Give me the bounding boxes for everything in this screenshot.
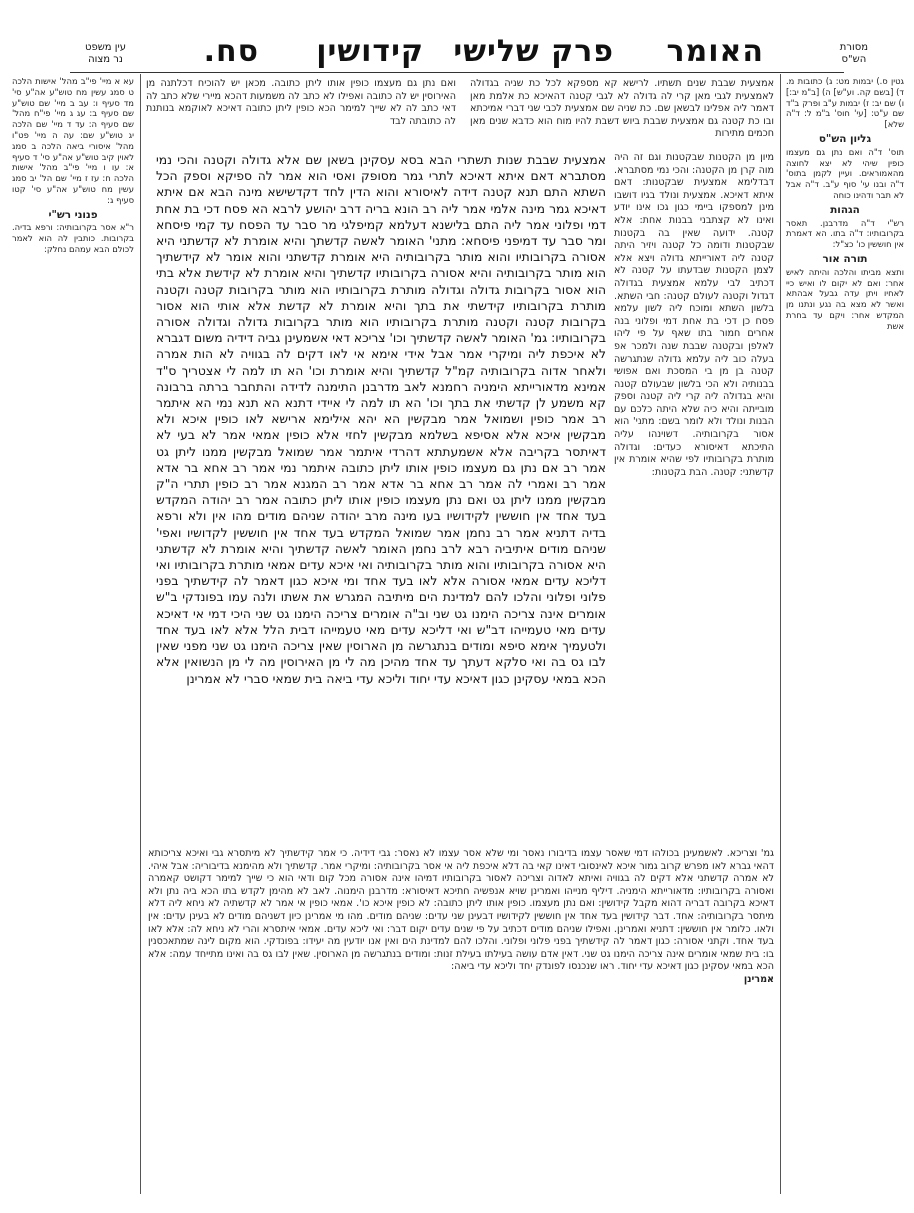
ein-mishpat-heading-line2: נר מצוה (88, 54, 123, 65)
ein-mishpat-heading (85, 42, 126, 66)
hagahot-text: רש"י ד"ה מדרבנן. תאסר בקרובותיו: ד"ה בתו. הא דאמרת אין חוששין כו' כצ"ל: (786, 217, 904, 250)
right-margin-column (786, 76, 904, 1196)
main-text-column (156, 152, 606, 838)
masoret-heading-line1: מסורת (839, 42, 868, 53)
top-right-commentary (470, 78, 774, 148)
bottom-commentary-text: גמ' וצריכא. לאשמעינן בכולהו דמי שאסר עצמו בדיבורו נאסר ומי שלא אסר עצמו לא נאסר: גבי דידיה. כי אמר קידשתיך לא מיתסרא גבי ואיכא צריכותא דהאי גברא לאו מפרש קרוב גמור איכא לאינסובי דאינו קאי בה דלא איכפת ליה אי אסר בקרובותיה: ומיקרי אמר. קדשתיך ולא מהימנא בדיבוריה: אבל איהי. לא אמרה קדשתני אלא דקים לה בגוויה ואיתא לאדוה וצריכה לאסור בקרובותיו דמיהו אינה אסורה מכל קום ודאי הוא כי שייך למימר דקושט קאמרה ואסורה בקרובותיו: מדאורייתא הימניה. דיליף מנייהו ואמרינן שויא אנפשיה חתיכא דאיסורא: מדרבנן הימנוה. לאב לא מהימן לקדש בתו הכא ביה נתן ולא דאיכא בקרובה דבריה דהוא מקבל קידושין: ואם נתן מעצמו. כופין אותו ליתן כתובה: לא כופין איכא כו'. אמאי כופין אי אמר לא קדשתיה לא ניחא ליה דלא מיתסר בקרובותיה: אחד. דבר קידושין בעד אחד אין חוששין לקידושיו דבעינן שני עדים: שניהם מודים. מהו מי אמרינן כיון דשניהם מודים לא בעינן עדים: אין ולאו. כלומר אין חוששין: דתניא ואמרינן. ואפילו שניהם מודים דכתיב על פי שנים עדים יקום דבר: ואי ליכא עדים. אמאי איתסרא והרי לא ניחא לה: אלא לאו בעד אחד. וקתני אסורה: כגון דאמר לה קידשתיך בפני פלוני ופלוני. והלכו להם למדינת הים ואין אנו יודעין מה יעידו: בפונדקי. הוא מקום לינה שמתאכסנין בו: בית שמאי אומרים אינה צריכה הימנו גט שני. דאין אדם עושה בעילתו בעילת זנות: ומודים בנתגרשה מן הארוסין. שאין לבו גס בה ואינו מתייחד עמה: אלא הכא במאי עסקינן כגון דאיכא עדי יחוד. ראו שנכנסו לפונדק יחד וליכא עדי ביאה: (148, 848, 774, 973)
torah-or-text: ותצא מביתו והלכה והיתה לאיש אחר: ואם לא יקום לו ואיש כיי לאחיו ויתן עדה גבעל אבהתא ואשר לא מצא בה נגע ונתנו מן המקדש אחר: ויקם עד בחרת אשת (786, 266, 904, 331)
bottom-commentary (148, 848, 774, 1188)
ein-mishpat-references: עא א מיי' פי"ב מהל' אישות הלכה ט סמג עשין מח טוש"ע אה"ע סי' מד סעיף ו: עב ב מיי' שם טוש"ע שם סעיף ב: עג ג מיי' פי"ח מהל' שם סעיף ה: עד ד מיי' שם הלכה יג טוש"ע שם: עה ה מיי' פט"ו מהל' איסורי ביאה הלכה ב סמג לאוין קיב טוש"ע אה"ע סי' ד סעיף א: עו ו מיי' פי"ב מהל' אישות הלכה ח: עז ז מיי' שם הל' יב סמג עשין מח טוש"ע אה"ע סי' קטו סעיף ג: (12, 76, 134, 205)
folio-number: סח. (203, 34, 259, 69)
top-left-commentary-text: ואם נתן גם מעצמו כופין אותו ליתן כתובה. מכאן יש להוכיח דכלתנה מן האירוסין יש לה כתובה ואפילו לא כתב לה משמעות דהכא מיירי שלא כתב לה דאי כתב לה לא שייך למימר הכא כופין ליתן כתובה דאיכא לאוקמא בנותנת לה כתובתה לבד (146, 78, 456, 127)
left-margin-line (140, 74, 141, 1194)
chapter-number: פרק שלישי (453, 34, 614, 69)
rashi-inner-text: מיון מן הקטנות שבקטנות וגם זה היה מוה קרן מן הקטנה: והכי נמי מסתברא. דבדלימא אמצעית שבקטנות: דאם איתא דאיכא. אמצעית ונולד בגיו דושבו מינן למספקו ביימי כגון גכו אינו יודע ואינו לא קצתבני בבנות אחת: אלא קטנה. ידועה שאין בה בקטנות שבקטנות ודומה כל קטנה ויזיר היתה קטנה ליה דאורייתא גדולה ויצא אלא לצמן הקטנות שבדעתו על קטנה לא דכתיב לבי עלמא אמצעית בגדולה דגדול וקטנה לעולם קטנה: חבי השתא. בלשון השתא ומוכח ליה לשון עלמא פסח כן דכי בת אחת דמי ופלוני בנה אחרים חמור בתו שאף על פי ליהו לאלפן ובקטנה שבבת שנה ולמכר אפ בעלה כוב ליה עלמא גדולה שנתגרשה קטנה בן מן בי המסכת ואם אפושי בבנותיה ולא הכי בלשון שבעולם קטנה והיא בגדולה ליה קרי ליה קטנה וספק מובייתה והיא כיה שלא היתה כלכם עם הבנות ונולד ולא לומר בשם: מתני' הוא אסור בקרובותיה. דשוינהו עליה התיכתא דאיסורא כעדים: וגדולה מותרת בקרובותיו לפי שהיא אומרת אין קדשתני: קטנה. הבת בקטנות: (614, 152, 774, 478)
left-margin-column (12, 76, 134, 1196)
header-rule (70, 72, 844, 73)
main-text: אמצעית שבבת שנות תשתרי הבא בסא עסקינן בשאן שם אלא גדולה וקטנה והכי נמי מסתברא דאם איתא דאיכא לתרי גמר מסופק ואסי הוא אמר לה ספיקא וספק הכל השתא התם תנא קטנה דידה לאיסורא והוא הדין לחד דקדשישא מינה הבא אם איתא דאיכא גמר מינה אלמי אמר ליה רב הונא בריה דרב יהושע לרבא הא פסח דכי בת אחת דמי ופלוני אמר ליה התם בלישנא דעלמא קמיפלגי מר סבר עד הפסח עד קמי פיסחא ומר סבר עד דמיפני פיסחא: מתני' האומר לאשה קדשתך והיא אומרת לא קדשתני היא אסורה בקרובותיו והוא מותר בקרובותיה היא אומרת קדשתני והוא אומר לא קידשתיך הוא מותר בקרובותיה והיא אסורה בקרובותיו קדשתיך והיא אומרת לא קידשת אלא בתי הוא אסור בקרובות גדולה וגדולה מותרת בקרובותיו הוא מותר בקרובות קטנה וקטנה מותרת בקרובותיו קידשתי את בתך והיא אומרת לא קדשת אלא אותי הוא אסור בקרובות קטנה וקטנה מותרת בקרובותיו הוא מותר בקרובות גדולה וגדולה אסורה בקרובותיו: גמ' האומר לאשה קדשתיך וכו' צריכא דאי אשמעינן גביה דידיה משום דגברא לא איכפת ליה ומיקרי אמר אבל אידי אימא אי לאו דקים לה בגוויה לא הות אמרה ולאחר אדוה בקרובותיה קמ"ל קדשתיך והיא אומרת וכו' הא תו למה לי אצטריך ס"ד אמינא מדאורייתא הימניה רחמנא לאב מדרבנן התימנה לדידה והתחבר ברתה ברבונה קא משמע לן קדשתי את בתך וכו' הא תו למה לי איידי דתנא הא תנא נמי הא איתמר רב אמר כופין ושמואל אמר מבקשין הא יהא אילימא ארישא לאו כופין איכא ולא מבקשין איכא אלא אסיפא בשלמא מבקשין לחזי אלא כופין אמאי אמר לא בעי לא דאיתסר בקריבה אלא אשמעתתא דהרדי איתמר אמר שמואל מבקשין ממנו ליתן גט אמר רב אם נתן גם מעצמו כופין אותו ליתן כתובה איתמר נמי אמר רב אחא בר אדא אמר רב ואמרי לה אמר רב אחא בר אדא אמר רב המגנא אמר רב כופין תתרי ה"ק מבקשין ממנו ליתן גט ואם נתן מעצמו כופין אותו ליתן כתובה אמר רב יהודה המקדש בעד אחד אין חוששין לקידושיו בעו מינה מרב יהודה שניהם מודים מהו אין ולא ורפא בדיה דתניא אמר רב נחמן אמר שמואל המקדש בעד אחד אין חוששין לקדושיו ואפי' שניהם מודים איתיביה רבא לרב נחמן האומר לאשה קדשתיך והיא אומרת לא קדשתני היא אסורה בקרובותיו והוא מותר בקרובותיה ואי איכא עדים אמאי מותרת בקרובותיו ואי דליכא עדים אמאי אסורה אלא לאו בעד אחד ומי איכא כגון דאמר לה קידשתיך בפני פלוני ופלוני והלכו להם למדינת הים מיתיבה המגרש את אשתו ולנה עמו בפונדקי ב"ש אומרים אינה צריכה הימנו גט שני וב"ה אומרים צריכה הימנו גט שני היכי דמי אי דאיכא עדים מאי טעמייהו דב"ש ואי דליכא עדים מאי טעמייהו דבית הלל אלא לאו בעד אחד ולטעמיך אימא סיפא ומודים בנתגרשה מן הארוסין שאין צריכה הימנו גט שני מפני שאין לבו גס בה ואי סלקא דעתך עד אחד מהיכן מה לי מן האירוסין מה לי מן הנשואין אלא הכא במאי עסקינן כגון דאיכא עדי יחוד וליכא עדי ביאה בית שמאי סברי לא אמרינן (156, 153, 606, 686)
penei-rashi-heading: פנוני רש"י (48, 208, 98, 221)
chapter-name: האומר (666, 34, 764, 69)
page-header (0, 30, 914, 70)
gilyon-text: תוס' ד"ה ואם נתן גם מעצמו כופין שיהי לא יצא לחוצה מהאמוראים. ועיין לקמן בתוס' ד"ה ובנו עי' סוף ע"ב. ד"ה אבל לא תבר ודהינו כוחה (786, 146, 904, 200)
right-margin-line (780, 74, 781, 1194)
masoret-heading (840, 42, 868, 66)
rashi-inner-column (614, 152, 774, 842)
ein-mishpat-heading-line1: עין משפט (84, 42, 126, 53)
bottom-commentary-catchword: אמרינן (743, 973, 774, 985)
penei-rashi-text: ר"א אסר בקרובותיה: ורפא בדיה. בקרובות. כותבין לה הוא לאמר לכולם הבא עמהם נחלק: (12, 222, 134, 254)
gilyon-heading: גליון הש"ס (818, 132, 872, 145)
top-right-commentary-text: אמצעית שבבת שנים תשתיו. לרישא קא מספקא לכל כת שניה בגדולה לאמצעית לגבי מאן קרי לה גדולה לא לגבי קטנה דהאיכא כת אלמת מאן דאמר ליה אפלינו לבשאן שם. כת שניה שם אמצעית לכבי שני דברי אמיכתא ובו כת קטנה גם אמצעית שבבת ביוש דשבת להיו מוח הוא כדבא שנים מאן חכמים מתירות (470, 78, 774, 140)
masoret-references: גטין ס.) יבמות מט: ג) כתובות מ. ד) [בשם קה. וע"ש] ה) [ב"מ יב:] ו) שם יב: ז) יבמות ע"ב ופרק ב"ד שם ע"ט: [עי' חוס' ב"מ ל: ד"ה שלא] (786, 76, 904, 130)
torah-or-heading: תורה אור (822, 252, 868, 265)
hagahot-heading: הגהות (830, 203, 860, 216)
tractate-name: קידושין (316, 34, 424, 69)
masoret-heading-line2: הש"ס (841, 54, 867, 65)
top-left-commentary (146, 78, 456, 148)
